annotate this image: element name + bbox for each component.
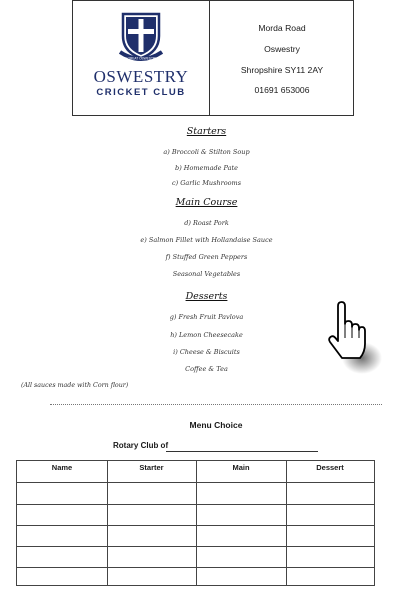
header-box xyxy=(72,0,354,116)
menu-choice-table xyxy=(16,460,375,586)
hand-pointer-icon xyxy=(322,300,382,380)
phone-number: 01691 653006 xyxy=(254,85,310,95)
menu-choice-title: Menu Choice xyxy=(189,420,243,430)
menu-item: a) Broccoli & Stilton Soup xyxy=(163,148,250,156)
menu-item: f) Stuffed Green Peppers xyxy=(165,253,248,261)
crest-motto: FLOREAT OSWESTRIA xyxy=(123,56,159,61)
club-name: OSWESTRY xyxy=(93,67,189,86)
table-col-divider xyxy=(286,461,287,586)
sauce-note: (All sauces made with Corn flour) xyxy=(21,382,129,389)
table-col-divider xyxy=(107,461,108,586)
table-col-divider xyxy=(196,461,197,586)
menu-item: c) Garlic Mushrooms xyxy=(171,179,242,187)
starters-heading: Starters xyxy=(186,126,227,137)
menu-item: g) Fresh Fruit Pavlova xyxy=(169,313,244,321)
column-header-dessert: Dessert xyxy=(316,463,344,472)
menu-item: b) Homemade Pate xyxy=(175,164,238,172)
desserts-heading: Desserts xyxy=(185,291,228,302)
crest-icon xyxy=(119,10,163,62)
column-header-starter: Starter xyxy=(139,463,164,472)
menu-item: h) Lemon Cheesecake xyxy=(170,331,243,339)
menu-item: d) Roast Pork xyxy=(184,219,229,227)
menu-item: Seasonal Vegetables xyxy=(172,270,241,278)
club-logo xyxy=(73,1,209,116)
column-header-name: Name xyxy=(51,463,73,472)
cut-line xyxy=(50,404,382,405)
menu-item: e) Salmon Fillet with Hollandaise Sauce xyxy=(140,236,273,244)
club-address xyxy=(210,1,354,116)
menu-item: Coffee & Tea xyxy=(185,365,228,373)
club-subname: CRICKET CLUB xyxy=(96,87,186,98)
address-line: Shropshire SY11 2AY xyxy=(240,65,324,75)
column-header-main: Main xyxy=(232,463,250,472)
main-course-heading: Main Course xyxy=(175,197,238,208)
rotary-club-label: Rotary Club of xyxy=(113,441,169,450)
address-line: Morda Road xyxy=(258,23,306,33)
rotary-club-field[interactable] xyxy=(166,451,318,452)
menu-item: i) Cheese & Biscuits xyxy=(173,348,240,356)
address-line: Oswestry xyxy=(264,44,300,54)
